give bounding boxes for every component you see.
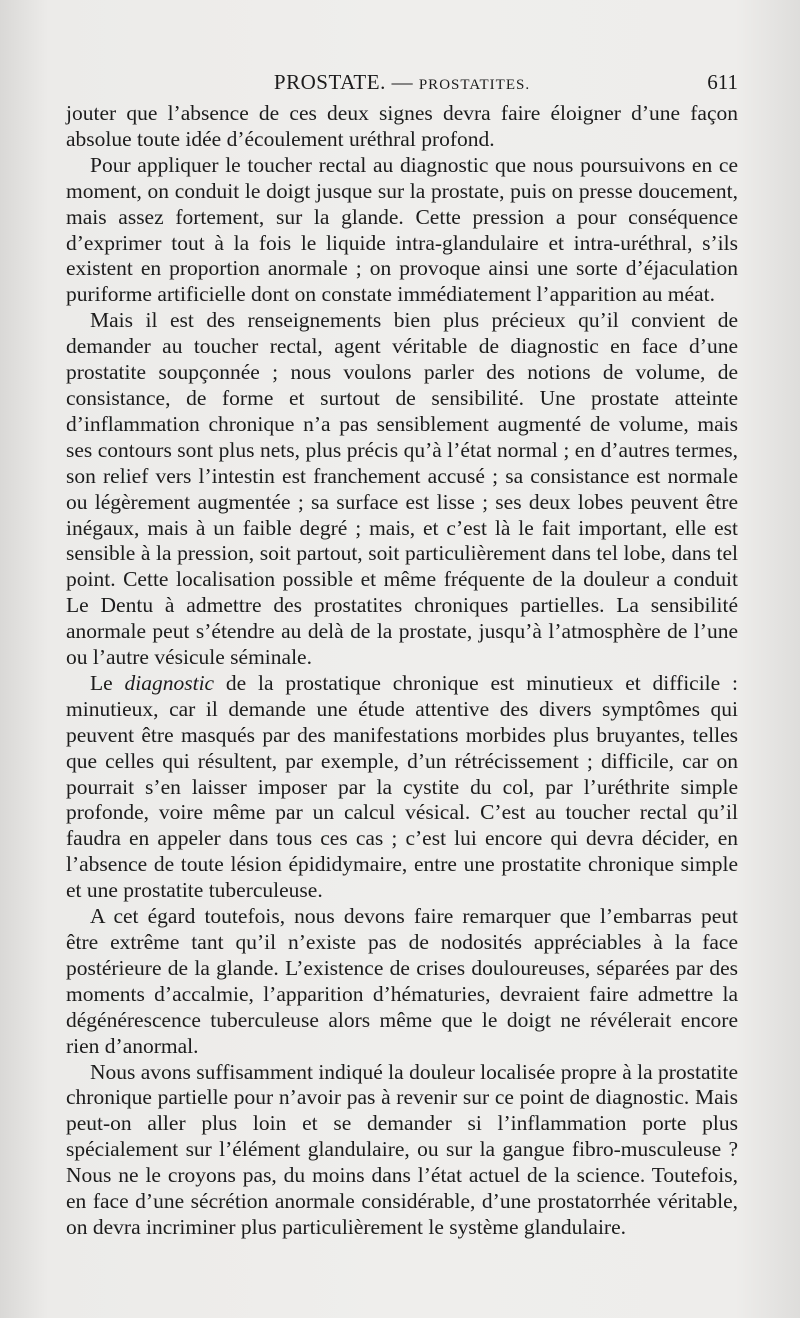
header-title-main: PROSTATE. xyxy=(273,70,386,94)
paragraph-text: Mais il est des renseignements bien plus précieux qu’il convient de demander au toucher rectal, agent véritable de diagnostic en face d’une prostatite soupçonnée ; nous voulons parler des notions de volume, de consistance, de forme et surtout de sensibilité. Une prostate atteinte d’inflammation chronique n’a pas sensiblement augmenté de volume, mais ses contours sont plus nets, plus précis qu’à l’état normal ; en d’autres termes, son relief vers l’intestin est franchement accusé ; sa consistance est normale ou légèrement augmentée ; sa surface est lisse ; ses deux lobes peuvent être inégaux, mais à un faible degré ; mais, et c’est là le fait important, elle est sensible à la pression, soit partout, soit particulièrement dans tel lobe, dans tel point. Cette localisation possible et même fréquente de la douleur a conduit Le Dentu à admettre des prostatites chroniques partielles. La sensibilité anormale peut s’étendre au delà de la prostate, jusqu’à l’atmosphère de l’une ou l’autre vésicule séminale. xyxy=(66,308,738,670)
paragraph xyxy=(66,904,738,1059)
paragraph-text: de la prostatique chronique est minutieux et difficile : minutieux, car il demande une étude attentive des divers symptômes qui peuvent être masqués par des manifestations morbides plus bruyantes, telles que celles qui résultent, par exemple, d’un rétrécissement ; difficile, car on pourrait s’en laisser imposer par la cystite du col, par l’uréthrite simple profonde, voire même par un calcul vésical. C’est au toucher rectal qu’il faudra en appeler dans tous ces cas ; c’est lui encore qui devra décider, en l’absence de toute lésion épididymaire, entre une prostatite chronique simple et une prostatite tuberculeuse. xyxy=(66,670,738,903)
paragraph-text: Nous avons suffisamment indiqué la douleur localisée propre à la prostatite chronique partielle pour n’avoir pas à revenir sur ce point de diagnostic. Mais peut-on aller plus loin et se demander si l’inflammation porte plus spécialement sur l’élément glandulaire, ou sur la gangue fibro-musculeuse ? Nous ne le croyons pas, du moins dans l’état actuel de la science. Toutefois, en face d’une sécrétion anormale considérable, d’une prostatorrhée véritable, on devra incriminer plus particulièrement le système glandulaire. xyxy=(66,1059,739,1239)
paragraph xyxy=(66,101,738,153)
paragraph-text: Pour appliquer le toucher rectal au diagnostic que nous poursuivons en ce moment, on conduit le doigt jusque sur la prostate, puis on presse doucement, mais assez fortement, sur la glande. Cette pression a pour conséquence d’exprimer tout à la fois le liquide intra-glandulaire et intra-uréthral, s’ils existent en proportion anormale ; on provoque ainsi une sorte d’éjaculation puriforme artificielle dont on constate immédiatement l’apparition au méat. xyxy=(66,152,738,307)
paragraph-text: jouter que l’absence de ces deux signes devra faire éloigner d’une façon absolue toute idée d’écoulement uréthral profond. xyxy=(66,101,738,151)
header-separator: — xyxy=(391,70,414,94)
paragraph xyxy=(66,153,738,308)
paragraph xyxy=(66,671,738,904)
page-number: 611 xyxy=(707,70,738,94)
paragraph-text: Le xyxy=(90,670,125,695)
paragraph xyxy=(66,308,738,671)
body-text xyxy=(66,101,738,1241)
paragraph xyxy=(66,1060,738,1241)
running-header xyxy=(66,70,738,100)
paragraph-text: A cet égard toutefois, nous devons faire remarquer que l’embarras peut être extrême tant qu’il n’existe pas de nodosités appréciables à la face postérieure de la glande. L’existence de crises douloureuses, séparées par des moments d’accalmie, l’apparition d’hématuries, devraient faire admettre la dégénérescence tuberculeuse alors même que le doigt ne révélerait encore rien d’anormal. xyxy=(66,904,738,1058)
italic-term: diagnostic xyxy=(124,670,215,695)
header-title-sub: PROSTATITES. xyxy=(418,77,531,93)
running-title xyxy=(66,70,738,95)
